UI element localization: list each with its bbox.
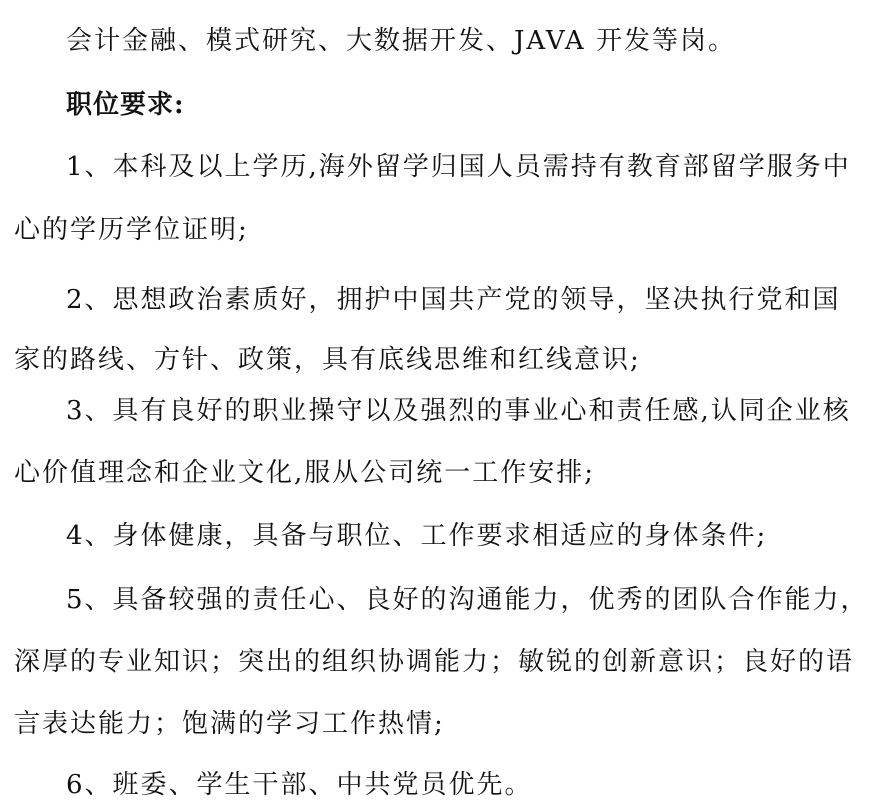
requirement-item-2-line-1: 2、思想政治素质好，拥护中国共产党的领导，坚决执行党和国 [66, 285, 841, 315]
requirement-item-3-line-2: 心价值理念和企业文化,服从公司统一工作安排; [14, 458, 596, 488]
requirement-item-6: 6、班委、学生干部、中共党员优先。 [66, 770, 533, 800]
requirement-item-4: 4、身体健康，具备与职位、工作要求相适应的身体条件; [66, 521, 768, 551]
requirement-item-3-line-1: 3、具有良好的职业操守以及强烈的事业心和责任感,认同企业核 [66, 396, 851, 426]
requirement-item-5-line-2: 深厚的专业知识；突出的组织协调能力；敏锐的创新意识；良好的语 [14, 647, 855, 677]
requirement-item-5-line-3: 言表达能力；饱满的学习工作热情; [14, 709, 445, 739]
requirement-item-5-line-1: 5、具备较强的责任心、良好的沟通能力，优秀的团队合作能力， [66, 585, 869, 615]
requirement-item-1-line-2: 心的学历学位证明; [14, 215, 249, 245]
paragraph-positions-line: 会计金融、模式研究、大数据开发、JAVA 开发等岗。 [66, 26, 736, 56]
requirement-item-2-line-2: 家的路线、方针、政策，具有底线思维和红线意识; [14, 345, 641, 375]
requirement-item-1-line-1: 1、本科及以上学历,海外留学归国人员需持有教育部留学服务中 [66, 152, 851, 182]
section-heading: 职位要求: [66, 90, 185, 120]
